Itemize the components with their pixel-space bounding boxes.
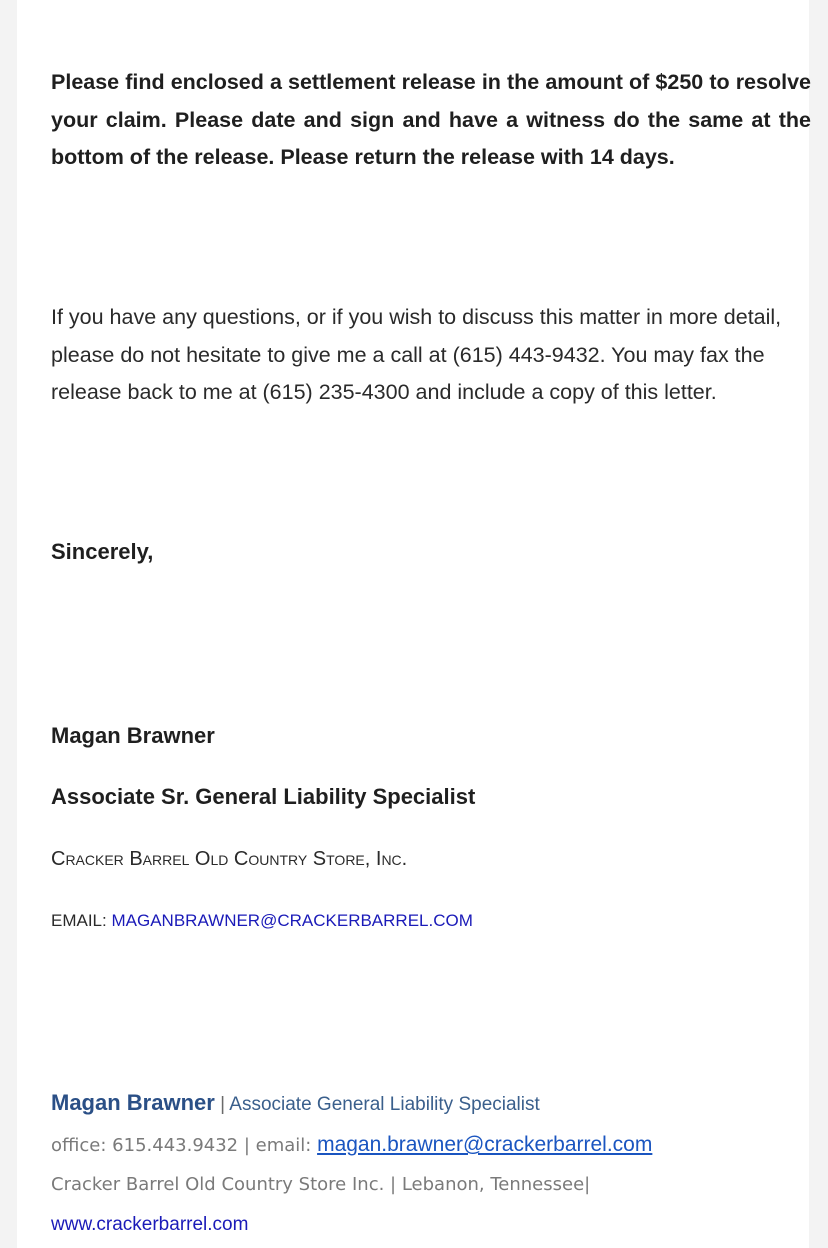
signature-email-line bbox=[51, 907, 473, 935]
settlement-paragraph: Please find enclosed a settlement release in the amount of $250 to resolve your claim. Please date and sign and have a witness do the same at the bottom of the release. Please return the release with 14 days. bbox=[51, 70, 811, 169]
footer-name-line bbox=[51, 1088, 540, 1120]
footer-website-link[interactable]: www.crackerbarrel.com bbox=[51, 1214, 249, 1235]
footer-email-link[interactable]: magan.brawner@crackerbarrel.com bbox=[317, 1133, 653, 1156]
signature-title: Associate Sr. General Liability Specialist bbox=[51, 784, 476, 809]
footer-separator: | bbox=[214, 1094, 230, 1115]
footer-title: Associate General Liability Specialist bbox=[229, 1094, 540, 1115]
letter-page bbox=[17, 0, 809, 1248]
footer-office-label: office: 615.443.9432 | email: bbox=[51, 1135, 318, 1156]
footer-contact-line bbox=[51, 1130, 652, 1161]
footer-company-location: Cracker Barrel Old Country Store Inc. | Lebanon, Tennessee| bbox=[51, 1174, 591, 1195]
closing-text: Sincerely, bbox=[51, 539, 154, 564]
signature-company: Cracker Barrel Old Country Store, Inc. bbox=[51, 848, 408, 870]
questions-paragraph: If you have any questions, or if you wish to discuss this matter in more detail, please do not hesitate to give me a call at (615) 443-9432. You may fax the release back to me at (615) 235-4300 and include a copy of this letter. bbox=[51, 305, 782, 404]
email-label: EMAIL: bbox=[51, 911, 107, 930]
signature-email-link[interactable]: MAGANBRAWNER@CRACKERBARREL.COM bbox=[111, 911, 473, 930]
footer-name: Magan Brawner bbox=[51, 1090, 215, 1115]
signature-name: Magan Brawner bbox=[51, 723, 215, 748]
footer-website-line bbox=[51, 1210, 248, 1240]
